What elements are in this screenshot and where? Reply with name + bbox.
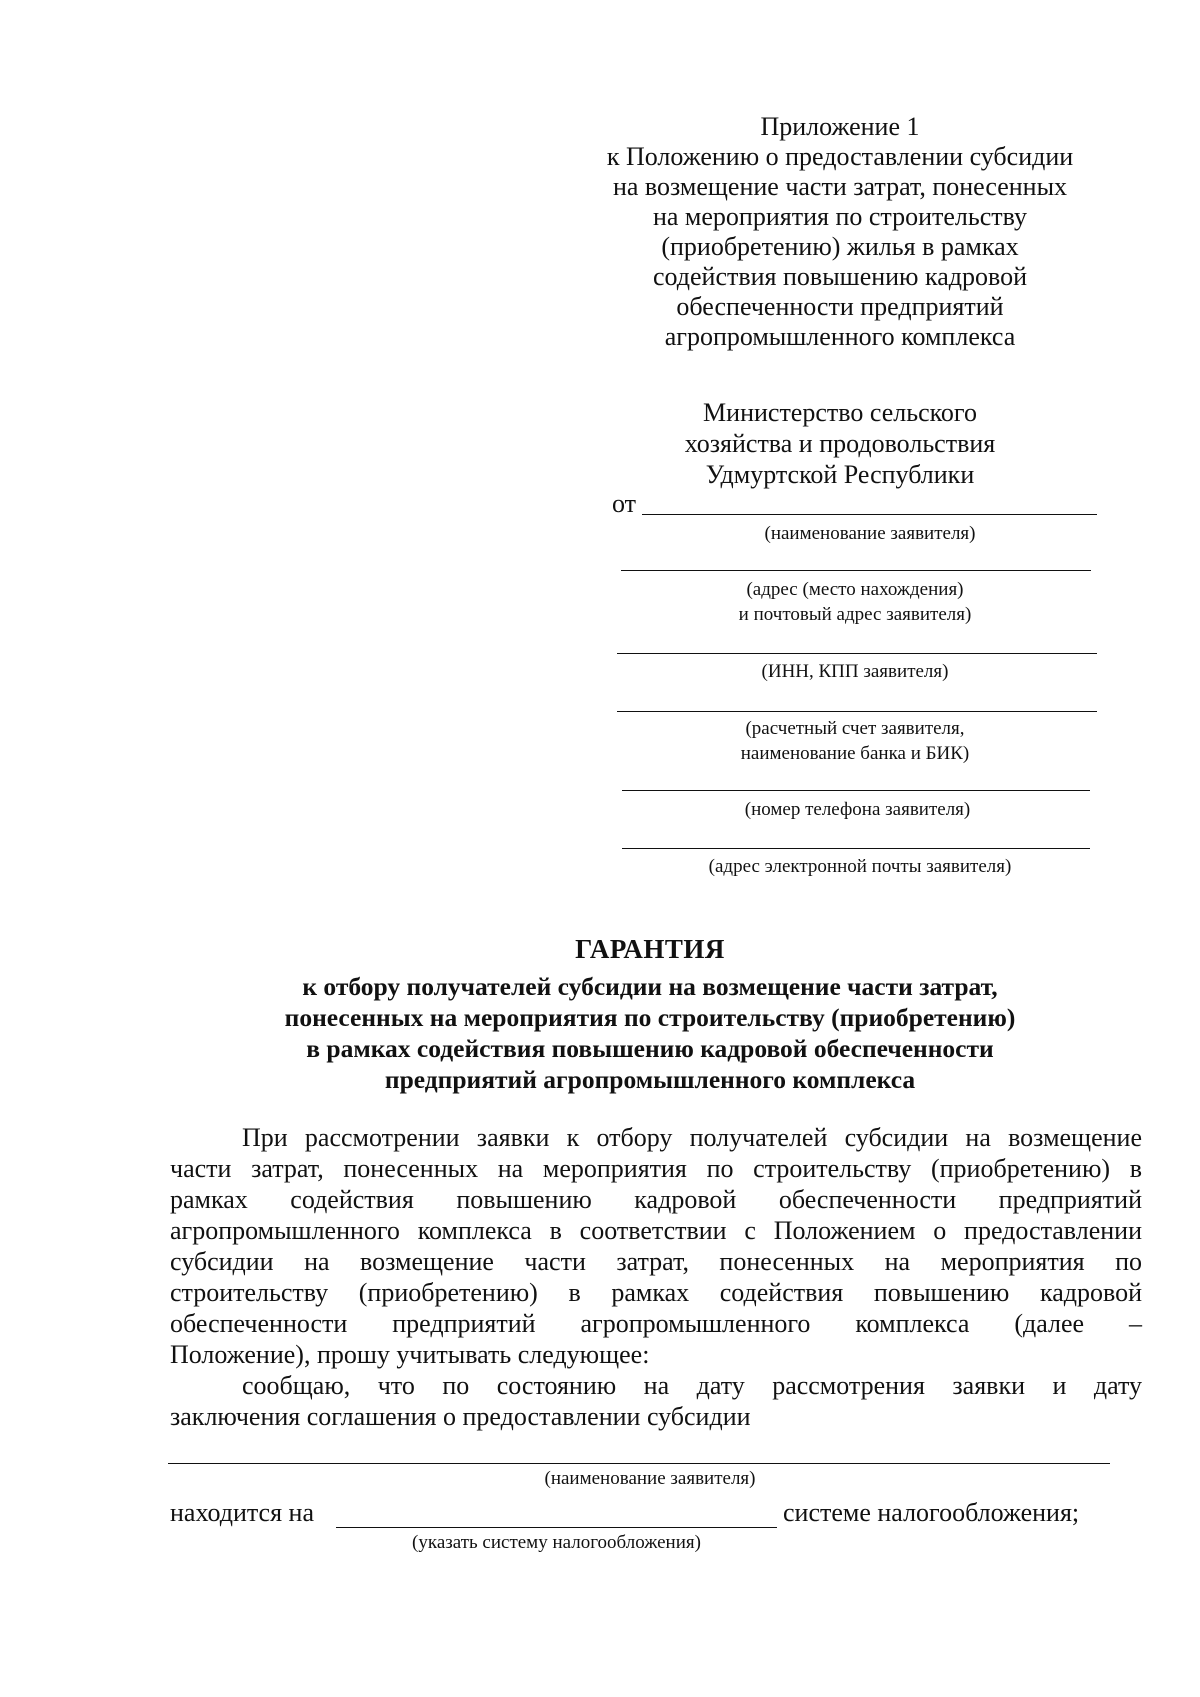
applicant-email-field[interactable] <box>622 848 1090 849</box>
applicant-inn-caption: (ИНН, КПП заявителя) <box>761 661 949 682</box>
subtitle-line: к отбору получателей субсидии на возмещение части затрат, <box>302 972 998 1001</box>
annex-line: агропромышленного комплекса <box>664 322 1016 351</box>
account-caption-line: (расчетный счет заявителя, <box>745 718 965 739</box>
subtitle-line: понесенных на мероприятия по строительству (приобретению) <box>284 1003 1016 1032</box>
applicant-address-field[interactable] <box>621 570 1091 571</box>
tax-system-field[interactable] <box>336 1527 777 1528</box>
paragraph-line: При рассмотрении заявки к отбору получателей субсидии на возмещение <box>242 1123 1142 1152</box>
annex-line: на мероприятия по строительству <box>652 202 1028 231</box>
paragraph-line: Положение), прошу учитывать следующее: <box>170 1340 650 1369</box>
ministry-line: Министерство сельского <box>703 398 977 427</box>
annex-line: содействия повышению кадровой <box>652 262 1028 291</box>
address-caption-line: и почтовый адрес заявителя) <box>738 604 972 625</box>
tax-prefix: находится на <box>170 1498 314 1527</box>
ministry-line: Удмуртской Республики <box>705 460 975 489</box>
applicant-phone-field[interactable] <box>622 790 1090 791</box>
subtitle-line: в рамках содействия повышению кадровой обеспеченности <box>306 1034 994 1063</box>
annex-line: на возмещение части затрат, понесенных <box>612 172 1068 201</box>
paragraph-line: агропромышленного комплекса в соответствии с Положением о предоставлении <box>170 1216 1142 1245</box>
paragraph-line: обеспеченности предприятий агропромышленного комплекса (далее – <box>170 1309 1142 1338</box>
document-subtitle <box>200 971 1100 1095</box>
paragraph-line: части затрат, понесенных на мероприятия по строительству (приобретению) в <box>170 1154 1142 1183</box>
ministry-line: хозяйства и продовольствия <box>684 429 996 458</box>
from-label: от <box>612 489 637 518</box>
body-paragraph-2 <box>170 1370 1142 1432</box>
annex-line: обеспеченности предприятий <box>676 292 1004 321</box>
subtitle-line: предприятий агропромышленного комплекса <box>384 1065 916 1094</box>
tax-system-caption: (указать систему налогообложения) <box>412 1532 701 1553</box>
applicant-inn-field[interactable] <box>617 653 1097 654</box>
paragraph-line: строительству (приобретению) в рамках содействия повышению кадровой <box>170 1278 1142 1307</box>
addressee-ministry <box>560 397 1120 490</box>
applicant-name-line-caption: (наименование заявителя) <box>544 1468 756 1489</box>
paragraph-line: заключения соглашения о предоставлении субсидии <box>170 1402 751 1431</box>
paragraph-line: рамках содействия повышению кадровой обеспеченности предприятий <box>170 1185 1142 1214</box>
applicant-email-caption: (адрес электронной почты заявителя) <box>708 856 1012 877</box>
account-caption-line: наименование банка и БИК) <box>740 743 970 764</box>
applicant-name-field[interactable] <box>642 514 1097 515</box>
annex-line: (приобретению) жилья в рамках <box>661 232 1019 261</box>
paragraph-line: сообщаю, что по состоянию на дату рассмотрения заявки и дату <box>242 1371 1142 1400</box>
annex-line: Приложение 1 <box>760 112 920 141</box>
applicant-account-field[interactable] <box>617 711 1097 712</box>
tax-suffix: системе налогообложения; <box>783 1498 1080 1527</box>
document-title: ГАРАНТИЯ <box>575 934 725 964</box>
applicant-address-caption <box>625 577 1085 627</box>
applicant-name-caption: (наименование заявителя) <box>764 523 976 544</box>
applicant-phone-caption: (номер телефона заявителя) <box>744 799 971 820</box>
paragraph-line: субсидии на возмещение части затрат, понесенных на мероприятия по <box>170 1247 1142 1276</box>
address-caption-line: (адрес (место нахождения) <box>746 579 964 600</box>
applicant-account-caption <box>620 716 1090 766</box>
applicant-name-line-field[interactable] <box>168 1463 1110 1464</box>
annex-line: к Положению о предоставлении субсидии <box>606 142 1074 171</box>
body-paragraph-1 <box>170 1122 1142 1370</box>
annex-header <box>560 112 1120 352</box>
